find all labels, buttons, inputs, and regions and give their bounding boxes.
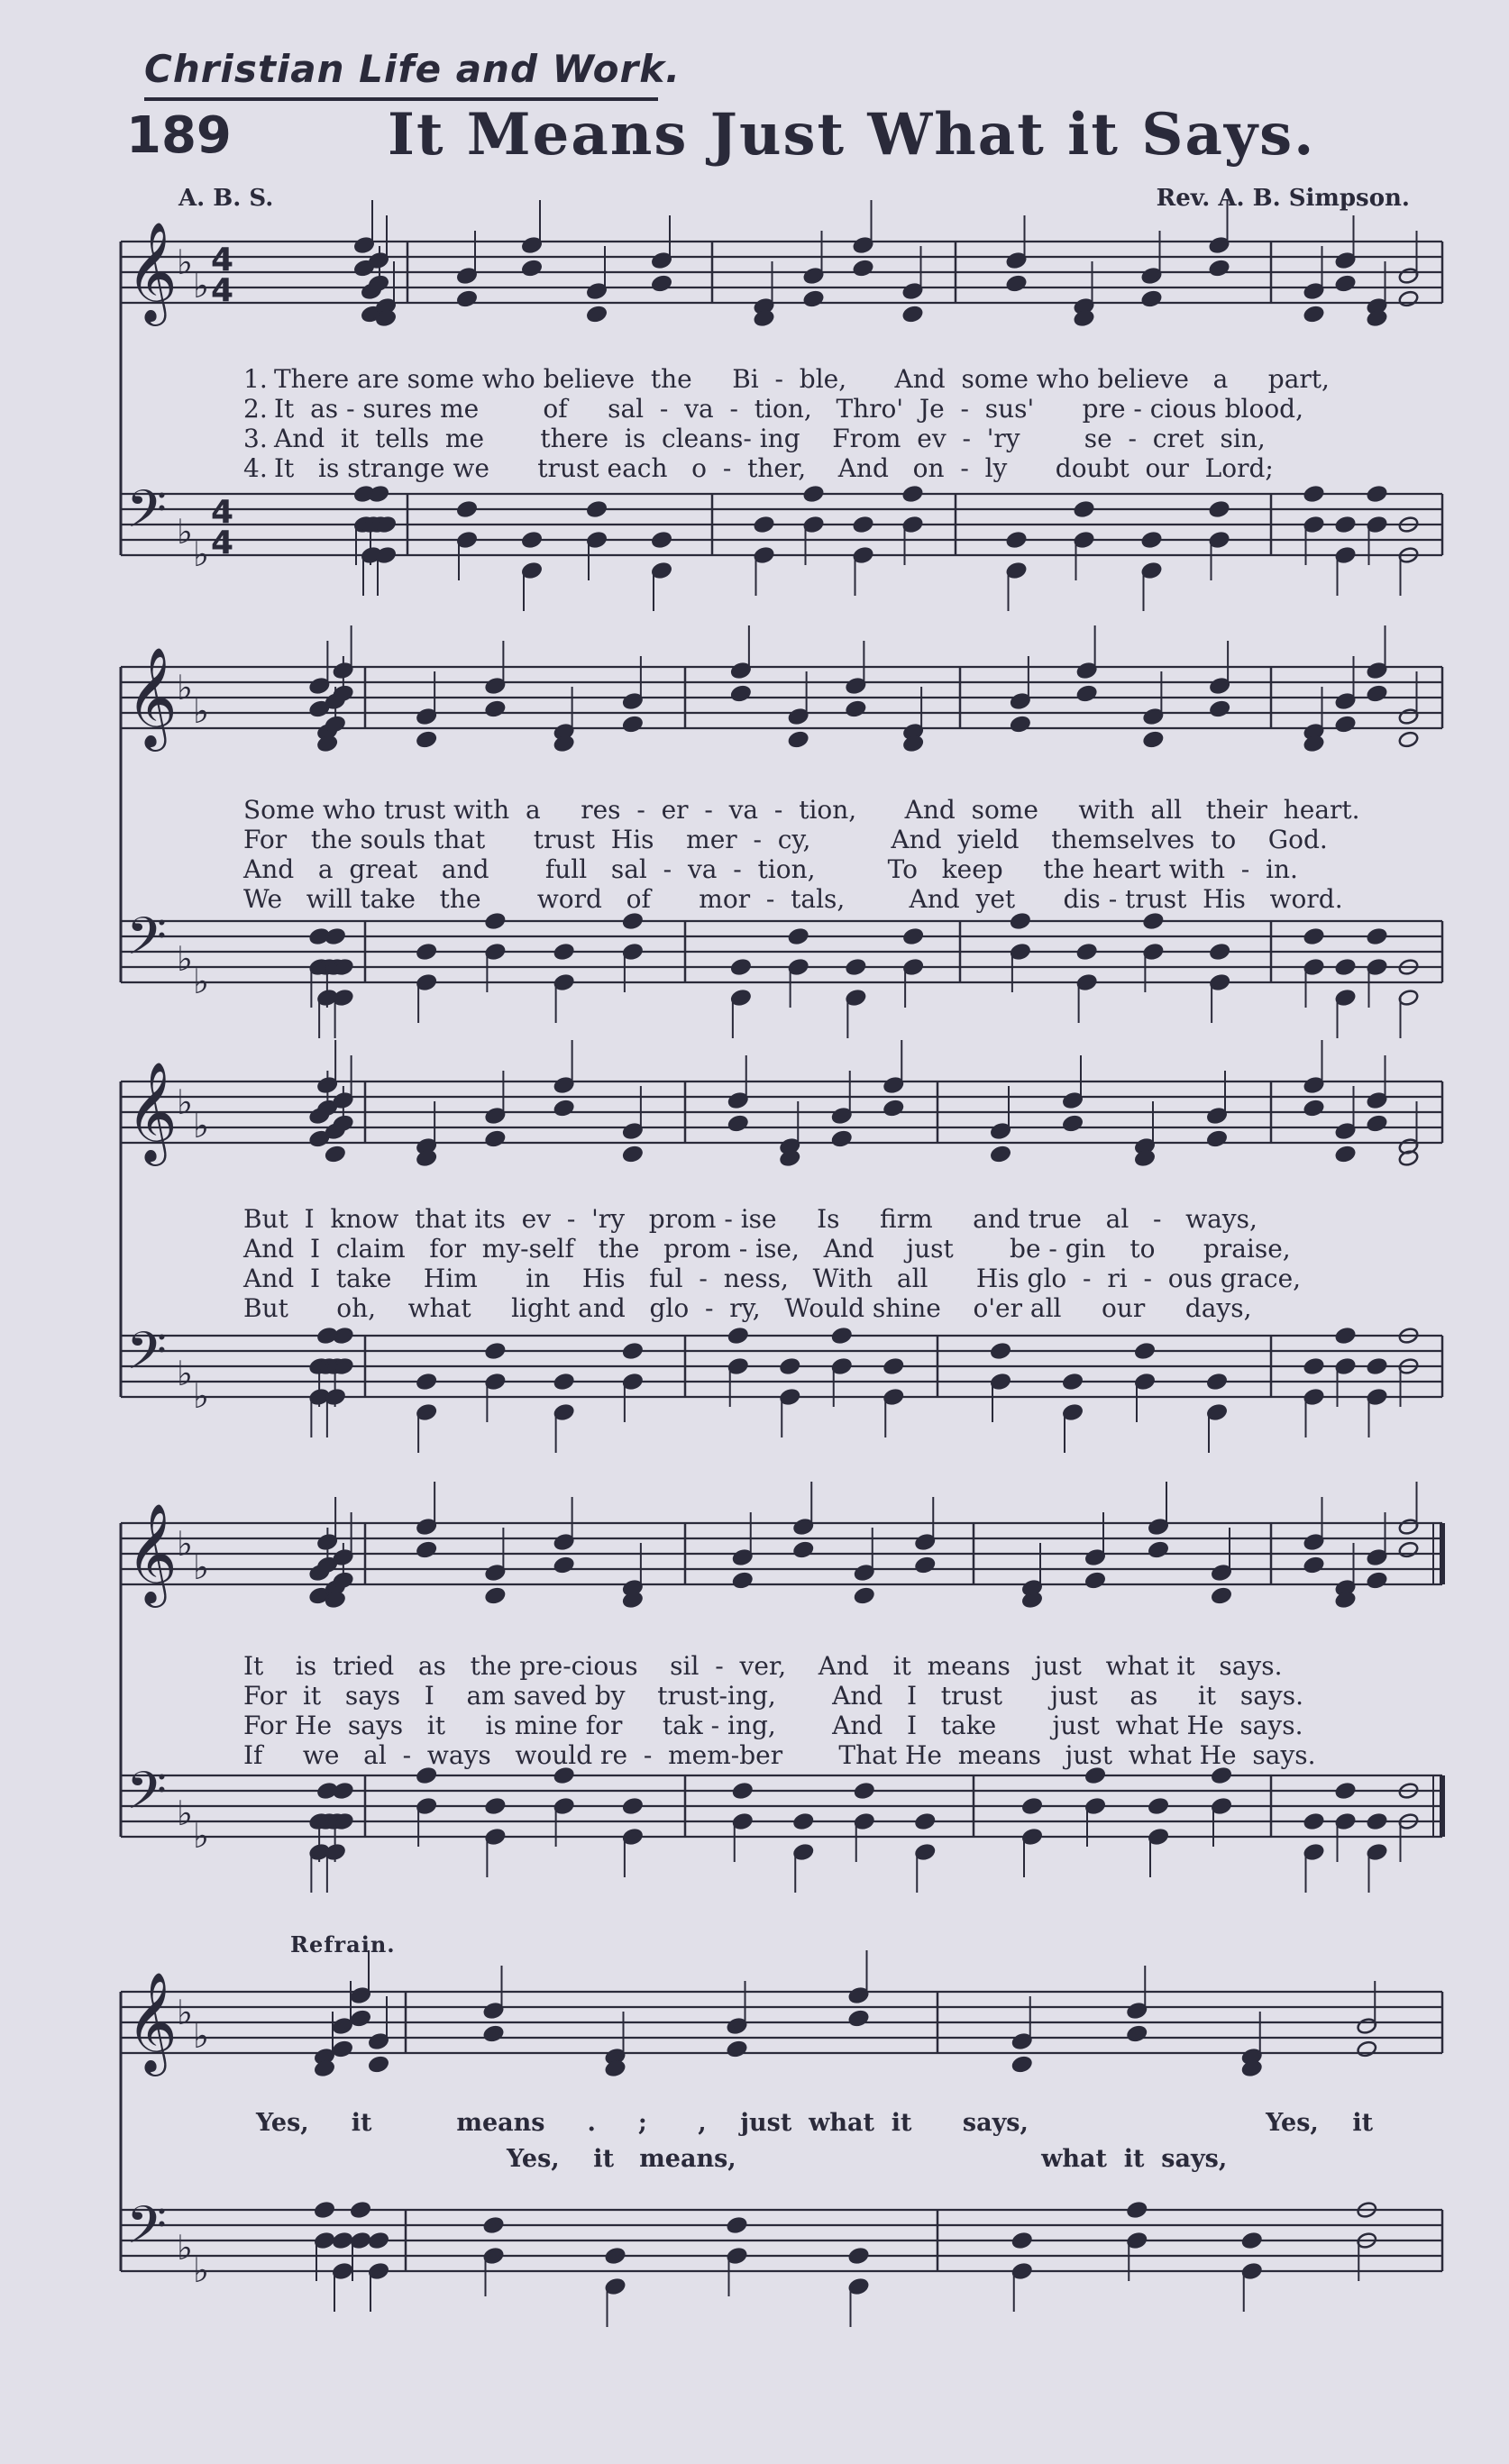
note-head — [651, 531, 672, 549]
bass-clef-icon: 𝄢 — [126, 1320, 168, 1394]
verse-line: 4. It is strange we trust each o - ther, And on - ly doubt our Lord; — [243, 453, 1274, 483]
note-head — [1303, 1357, 1325, 1375]
treble-clef-icon: 𝄞 — [126, 1061, 178, 1162]
note-head — [990, 1145, 1011, 1164]
note-head — [485, 1130, 507, 1148]
note-head — [1398, 290, 1420, 308]
flat-icon: ♭ — [177, 1793, 193, 1833]
note-head — [521, 531, 543, 549]
note-head — [333, 1782, 354, 1800]
flat-icon: ♭ — [177, 939, 193, 979]
note-head — [1303, 485, 1325, 503]
flat-icon: ♭ — [177, 1082, 193, 1122]
note-head — [325, 927, 346, 945]
treble-clef-icon: 𝄞 — [126, 1502, 178, 1603]
note-head — [622, 716, 644, 734]
note-head — [333, 1327, 354, 1345]
note-head — [368, 2056, 389, 2074]
verse-number: 3. — [243, 424, 268, 453]
note-head — [854, 1587, 875, 1605]
verse-line: But I know that its ev - 'ry prom - ise Is firm and true al - ways, — [243, 1204, 1258, 1234]
note-head — [1303, 1812, 1325, 1830]
verse-line: But oh, what light and glo - ry, Would shine o'er all our days, — [243, 1293, 1252, 1323]
flat-icon: ♭ — [193, 266, 209, 306]
note-head — [1367, 685, 1388, 703]
note-head — [586, 306, 608, 324]
flat-icon: ♭ — [177, 1524, 193, 1564]
note-head — [1335, 1782, 1357, 1800]
note-head — [1076, 685, 1098, 703]
verse-line: For He says it is mine for tak - ing, And I take just what He says. — [243, 1711, 1303, 1740]
note-head — [622, 1797, 644, 1815]
note-head — [1209, 700, 1230, 718]
flat-icon: ♭ — [177, 1993, 193, 2032]
refrain-lower-lyrics: Yes, it means, what it says, — [507, 2145, 1228, 2173]
note-head — [788, 731, 809, 749]
note-head — [485, 912, 507, 930]
note-head — [1241, 2231, 1263, 2250]
note-head — [1010, 912, 1031, 930]
note-head — [1141, 531, 1163, 549]
note-head — [553, 1373, 575, 1391]
note-head — [1303, 927, 1325, 945]
note-head — [1126, 2201, 1148, 2219]
note-head — [883, 1100, 904, 1118]
note-head — [1335, 516, 1357, 534]
flat-icon: ♭ — [193, 962, 209, 1001]
time-signature: 4 — [211, 494, 234, 531]
note-head — [553, 1100, 575, 1118]
note-head — [1143, 731, 1165, 749]
bass-clef-icon: 𝄢 — [126, 2195, 168, 2268]
note-head — [485, 1587, 507, 1605]
note-head — [727, 2216, 748, 2234]
lyrics-system-1 — [243, 364, 1379, 483]
note-head — [416, 943, 437, 961]
time-signature: 4 — [211, 272, 234, 309]
note-head — [350, 2201, 371, 2219]
note-head — [854, 1782, 875, 1800]
note-head — [1021, 1797, 1043, 1815]
note-head — [1148, 1541, 1169, 1559]
note-head — [350, 2010, 371, 2028]
verse-number: 1. — [243, 364, 268, 394]
bass-clef-icon: 𝄢 — [126, 479, 168, 552]
verse-line: 1. There are some who believe the Bi - ble, And some who believe a part, — [243, 364, 1330, 394]
note-head — [727, 2040, 748, 2058]
note-head — [883, 1357, 904, 1375]
note-head — [754, 516, 775, 534]
note-head — [1126, 2025, 1148, 2043]
verse-line: If we al - ways would re - mem-ber That He means just what He says. — [243, 1740, 1316, 1770]
note-head — [1367, 927, 1388, 945]
note-head — [1209, 500, 1230, 518]
verse-line: And I claim for my-self the prom - ise, And just be - gin to praise, — [243, 1234, 1291, 1264]
note-head — [483, 2216, 505, 2234]
time-signature: 4 — [211, 525, 234, 561]
note-head — [622, 1145, 644, 1164]
verse-number: 2. — [243, 394, 268, 424]
flat-icon: ♭ — [193, 1547, 209, 1587]
note-head — [779, 1357, 800, 1375]
note-head — [846, 700, 867, 718]
note-head — [1006, 531, 1028, 549]
verse-line: 2. It as - sures me of sal - va - tion, Thro' Je - sus' pre - cious blood, — [243, 394, 1303, 424]
note-head — [914, 1556, 936, 1574]
note-head — [727, 1327, 749, 1345]
verse-number: 4. — [243, 453, 268, 483]
treble-clef-icon: 𝄞 — [126, 646, 178, 747]
note-head — [483, 2025, 505, 2043]
note-head — [605, 2247, 626, 2265]
note-head — [1335, 275, 1357, 293]
note-head — [416, 1373, 437, 1391]
note-head — [732, 1782, 754, 1800]
note-head — [416, 1541, 437, 1559]
flat-icon: ♭ — [177, 2228, 193, 2268]
note-head — [1062, 1373, 1084, 1391]
lyrics-system-4 — [243, 1651, 1379, 1770]
note-head — [1141, 290, 1163, 308]
note-head — [1084, 1572, 1106, 1590]
note-head — [416, 731, 437, 749]
note-head — [1062, 1115, 1084, 1133]
note-head — [485, 1342, 507, 1360]
lyrics-system-3 — [243, 1204, 1379, 1323]
music-credit: A. B. S. — [178, 185, 274, 212]
note-head — [1010, 716, 1031, 734]
note-head — [1148, 1797, 1169, 1815]
section-title: Christian Life and Work. — [144, 47, 681, 91]
verse-line: Some who trust with a res - er - va - tion, And some with all their heart. — [243, 795, 1360, 825]
note-head — [831, 1327, 853, 1345]
treble-clef-icon: 𝄞 — [126, 1971, 178, 2072]
verse-line: It is tried as the pre-cious sil - ver, And it means just what it says. — [243, 1651, 1283, 1681]
note-head — [1303, 1556, 1325, 1574]
note-head — [1335, 1327, 1357, 1345]
bass-clef-icon: 𝄢 — [126, 906, 168, 980]
note-head — [914, 1812, 936, 1830]
verse-line: For the souls that trust His mer - cy, And yield themselves to God. — [243, 825, 1328, 854]
note-head — [1398, 1541, 1420, 1559]
note-head — [314, 2201, 335, 2219]
note-head — [902, 485, 924, 503]
flat-icon: ♭ — [177, 1354, 193, 1393]
note-head — [1367, 485, 1388, 503]
note-head — [803, 290, 825, 308]
note-head — [831, 1130, 853, 1148]
verse-line: We will take the word of mor - tals, And yet dis - trust His word. — [243, 884, 1343, 914]
time-signature: 4 — [211, 242, 234, 278]
flat-icon: ♭ — [193, 2016, 209, 2056]
note-head — [521, 260, 543, 278]
note-head — [1206, 1373, 1228, 1391]
note-head — [1335, 1145, 1357, 1164]
note-head — [1209, 943, 1230, 961]
note-head — [1011, 2056, 1033, 2074]
note-head — [1367, 1572, 1388, 1590]
note-head — [1143, 912, 1165, 930]
flat-icon: ♭ — [177, 242, 193, 282]
note-head — [1006, 275, 1028, 293]
note-head — [1211, 1587, 1232, 1605]
note-head — [368, 2231, 389, 2250]
flat-icon: ♭ — [193, 534, 209, 574]
words-credit: Rev. A. B. Simpson. — [1156, 185, 1410, 212]
note-head — [325, 1145, 346, 1164]
note-head — [1303, 1100, 1325, 1118]
note-head — [1206, 1130, 1228, 1148]
note-head — [848, 2010, 870, 2028]
flat-icon: ♭ — [177, 512, 193, 552]
note-head — [730, 958, 752, 976]
flat-icon: ♭ — [193, 1816, 209, 1856]
note-head — [902, 927, 924, 945]
verse-line: And a great and full sal - va - tion, To keep the heart with - in. — [243, 854, 1298, 884]
note-head — [586, 500, 608, 518]
note-head — [730, 685, 752, 703]
note-head — [1076, 943, 1098, 961]
note-head — [1367, 1115, 1388, 1133]
note-head — [853, 260, 874, 278]
hymn-number: 189 — [126, 106, 232, 165]
note-head — [1367, 1812, 1388, 1830]
note-head — [848, 2247, 870, 2265]
note-head — [853, 516, 874, 534]
bass-clef-icon: 𝄢 — [126, 1760, 168, 1834]
flat-icon: ♭ — [193, 1106, 209, 1145]
verse-line: 3. And it tells me there is cleans- ing From ev - 'ry se - cret sin, — [243, 424, 1266, 453]
note-head — [1209, 260, 1230, 278]
note-head — [788, 927, 809, 945]
note-head — [622, 912, 644, 930]
verse-line: And I take Him in His ful - ness, With all His glo - ri - ous grace, — [243, 1264, 1302, 1293]
note-head — [1356, 2040, 1377, 2058]
note-head — [846, 958, 867, 976]
verse-line: For it says I am saved by trust-ing, And I trust just as it says. — [243, 1681, 1303, 1711]
note-head — [803, 485, 825, 503]
treble-clef-icon: 𝄞 — [126, 221, 178, 322]
note-head — [1134, 1342, 1156, 1360]
refrain-upper-lyrics: Yes, it means . ; , just what it says, Yes, it — [256, 2109, 1374, 2137]
note-head — [651, 275, 672, 293]
note-head — [1074, 500, 1095, 518]
note-head — [485, 700, 507, 718]
note-head — [332, 2040, 353, 2058]
note-head — [1335, 958, 1357, 976]
note-head — [456, 290, 478, 308]
flat-icon: ♭ — [193, 2250, 209, 2290]
note-head — [553, 943, 575, 961]
note-head — [1011, 2231, 1033, 2250]
hymn-title: It Means Just What it Says. — [388, 101, 1316, 169]
lyrics-system-2 — [243, 795, 1379, 914]
flat-icon: ♭ — [193, 1376, 209, 1416]
note-head — [456, 500, 478, 518]
refrain-label: Refrain. — [290, 1931, 396, 1958]
note-head — [1398, 731, 1420, 749]
note-head — [1303, 306, 1325, 324]
flat-icon: ♭ — [177, 668, 193, 707]
note-head — [622, 1342, 644, 1360]
note-head — [902, 306, 924, 324]
flat-icon: ♭ — [193, 691, 209, 731]
note-head — [990, 1342, 1011, 1360]
note-head — [732, 1572, 754, 1590]
note-head — [485, 1797, 507, 1815]
note-head — [553, 1556, 575, 1574]
note-head — [1367, 1357, 1388, 1375]
note-head — [727, 1115, 749, 1133]
note-head — [792, 1812, 814, 1830]
note-head — [332, 2231, 353, 2250]
note-head — [792, 1541, 814, 1559]
note-head — [1335, 716, 1357, 734]
